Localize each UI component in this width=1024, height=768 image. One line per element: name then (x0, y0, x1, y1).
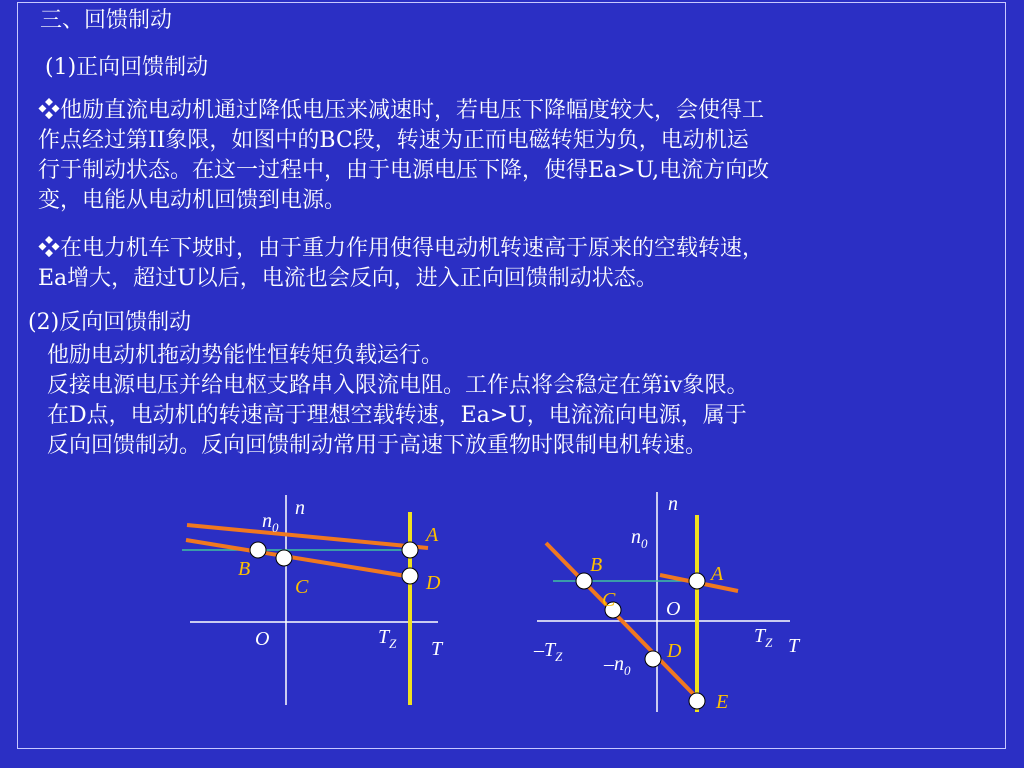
origin-label: O (666, 598, 681, 620)
section2-title: (2)反向回馈制动 (28, 310, 192, 335)
text-line: 反向回馈制动。反向回馈制动常用于高速下放重物时限制电机转速。 (47, 433, 708, 458)
text-line: ❖他励直流电动机通过降低电压来减速时，若电压下降幅度较大，会使得工 (38, 98, 765, 123)
point-E (689, 693, 705, 709)
text-line: 反接电源电压并给电枢支路串入限流电阻。工作点将会稳定在第iv象限。 (47, 373, 749, 398)
heading: 三、回馈制动 (40, 8, 173, 33)
neg-tz-label: $-T_Z$ (534, 639, 563, 664)
point-A (402, 542, 418, 558)
characteristic-reverse (546, 543, 704, 705)
section1-title: (1)正向回馈制动 (45, 55, 209, 80)
origin-label: O (255, 628, 270, 650)
neg-n0-label: $-n_0$ (604, 653, 631, 678)
point-A (689, 573, 705, 589)
text-line: 他励电动机拖动势能性恒转矩负载运行。 (47, 343, 444, 368)
label-D: D (426, 572, 441, 594)
text-line: 行于制动状态。在这一过程中，由于电源电压下降，使得Ea>U,电流方向改 (38, 158, 770, 183)
text-line: 作点经过第II象限，如图中的BC段，转速为正而电磁转矩为负，电动机运 (38, 128, 749, 153)
n0-label: $n_0$ (631, 526, 648, 551)
label-D: D (667, 640, 682, 662)
point-D (402, 568, 418, 584)
diagram-forward (182, 495, 444, 705)
n-axis-label: n (295, 497, 305, 519)
label-C: C (602, 589, 616, 611)
label-B: B (238, 558, 251, 580)
point-C (276, 550, 292, 566)
point-D (645, 651, 661, 667)
text-line: 变，电能从电动机回馈到电源。 (38, 188, 347, 213)
tz-label: $T_Z$ (754, 625, 773, 650)
tz-label: $T_Z$ (378, 626, 397, 651)
label-C: C (295, 576, 309, 598)
diagram-reverse (533, 492, 801, 713)
n-axis-label: n (668, 493, 678, 515)
t-axis-label: T (788, 635, 800, 657)
text-line: Ea增大，超过U以后，电流也会反向，进入正向回馈制动状态。 (38, 266, 658, 291)
label-A: A (711, 563, 724, 585)
text-line: ❖在电力机车下坡时，由于重力作用使得电动机转速高于原来的空载转速， (38, 236, 765, 261)
text-line: 在D点，电动机的转速高于理想空载转速，Ea>U，电流流向电源，属于 (47, 403, 747, 428)
label-E: E (716, 691, 729, 713)
label-B: B (590, 554, 603, 576)
characteristic-lower (186, 540, 412, 577)
n0-label: $n_0$ (262, 510, 279, 535)
t-axis-label: T (431, 638, 443, 660)
point-B (250, 542, 266, 558)
label-A: A (426, 524, 439, 546)
